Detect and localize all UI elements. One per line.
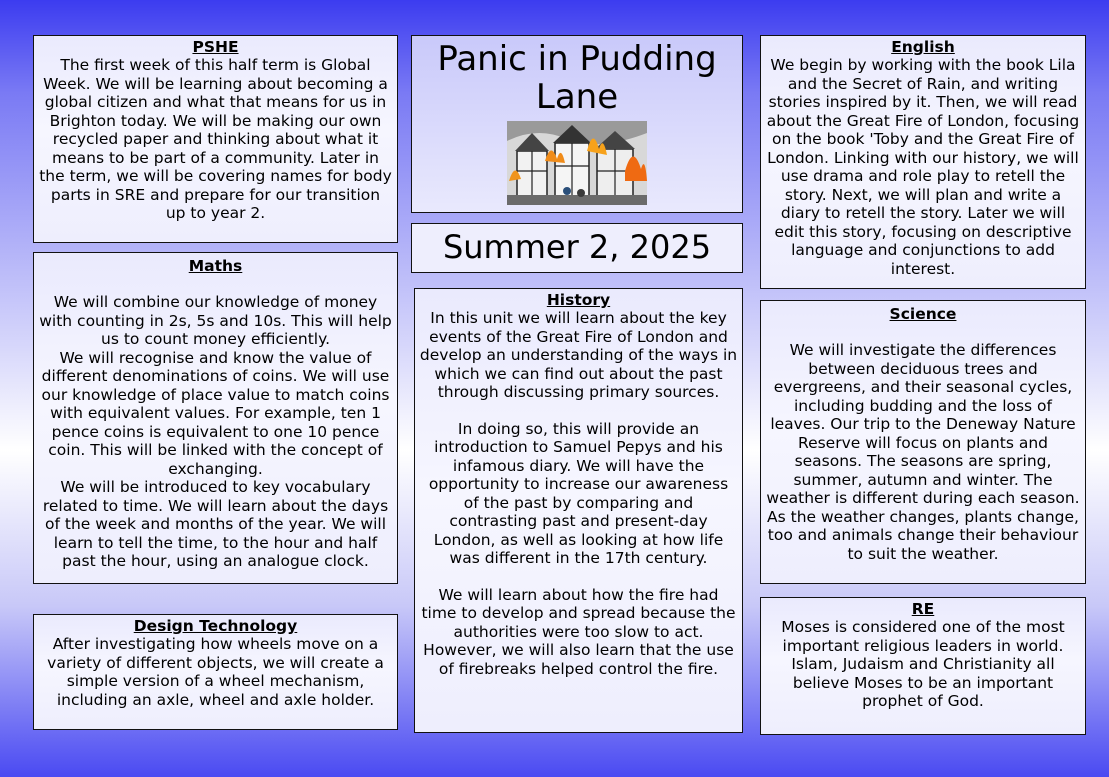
pshe-text: The first week of this half term is Global Week. We will be learning about becoming a global citizen and what that means for us in Brighton today. We will be making our own recycled paper and thinking about what it means to be part of a community. Later in the term, we will be covering names for body parts in SRE and prepare for our transition up to year 2. xyxy=(39,56,392,222)
english-panel xyxy=(760,35,1086,289)
maths-text-3: We will be introduced to key vocabulary related to time. We will learn about the days of the week and months of the year. We will learn to tell the time, to the hour and half past the hour, using an analogue clock. xyxy=(42,478,389,570)
re-heading: RE xyxy=(911,600,935,618)
great-fire-illustration xyxy=(507,121,647,205)
title-panel xyxy=(411,35,743,213)
maths-panel xyxy=(33,252,398,584)
design-technology-panel xyxy=(33,614,398,730)
history-text-3: We will learn about how the fire had time to develop and spread because the authorities were too slow to act. However, we will also learn that the use of firebreaks helped control the fire. xyxy=(421,585,736,678)
pshe-heading: PSHE xyxy=(192,38,239,56)
english-heading: English xyxy=(891,38,955,56)
re-panel xyxy=(760,597,1086,735)
term-date: Summer 2, 2025 xyxy=(411,223,743,273)
english-text: We begin by working with the book Lila and the Secret of Rain, and writing stories inspired by it. Then, we will read about the Great Fire of London, focusing on the book 'Toby and the Great Fire of London. Linking with our history, we will use drama and role play to retell the story. Next, we will plan and write a diary to retell the story. Later we will edit this story, focusing on descriptive language and conjunctions to add interest. xyxy=(766,56,1080,278)
dt-heading: Design Technology xyxy=(133,617,298,635)
maths-heading: Maths xyxy=(188,257,243,275)
dt-text: After investigating how wheels move on a variety of different objects, we will create a simple version of a wheel mechanism, including an axle, wheel and axle holder. xyxy=(47,635,384,709)
history-panel xyxy=(414,288,743,733)
re-text: Moses is considered one of the most important religious leaders in world. Islam, Judaism and Christianity all believe Moses to be an important prophet of God. xyxy=(781,618,1065,710)
history-heading: History xyxy=(546,291,611,309)
pshe-panel xyxy=(33,35,398,243)
page-title: Panic in Pudding Lane xyxy=(437,39,717,117)
history-text-2: In doing so, this will provide an introduction to Samuel Pepys and his infamous diary. We will have the opportunity to increase our awareness of the past by comparing and contrasting past and present-day London, as well as looking at how life was different in the 17th century. xyxy=(428,419,729,567)
maths-text-1: We will combine our knowledge of money with counting in 2s, 5s and 10s. This will help us to count money efficiently. xyxy=(39,293,392,348)
history-text-1: In this unit we will learn about the key events of the Great Fire of London and develop an understanding of the ways in which we can find out about the past through discussing primary sources. xyxy=(419,309,738,401)
science-panel xyxy=(760,300,1086,584)
science-heading: Science xyxy=(889,305,957,323)
science-text: We will investigate the differences between deciduous trees and evergreens, and their seasonal cycles, including budding and the loss of leaves. Our trip to the Deneway Nature Reserve will focus on plants and seasons. The seasons are spring, summer, autumn and winter. The weather is different during each season. As the weather changes, plants change, too and animals change their behaviour to suit the weather. xyxy=(766,341,1080,563)
maths-text-2: We will recognise and know the value of different denominations of coins. We will use our knowledge of place value to match coins with equivalent values. For example, ten 1 pence coins is equivalent to one 10 pence coin. This will be linked with the concept of exchanging. xyxy=(41,348,390,478)
